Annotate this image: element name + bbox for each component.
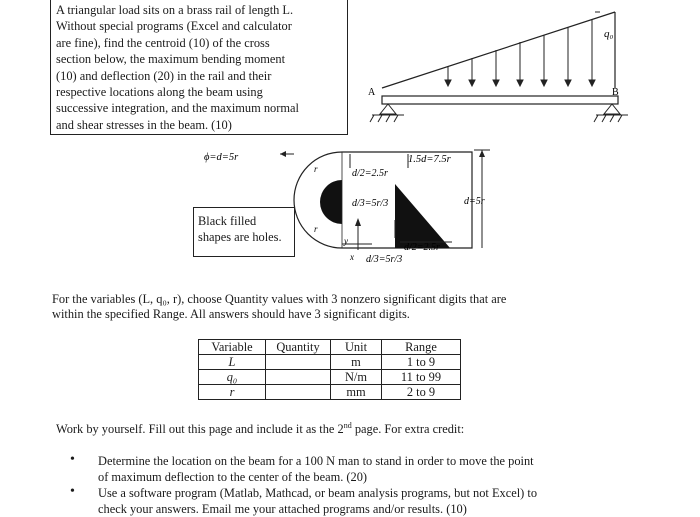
variables-paragraph (52, 292, 612, 322)
table-row (199, 370, 461, 385)
cell-variable: r (199, 385, 266, 400)
bullet-item (98, 485, 598, 517)
work-instructions (56, 421, 464, 437)
problem-line: (10) and deflection (20) in the rail and their (56, 68, 272, 83)
header-unit: Unit (331, 340, 382, 355)
header-quantity: Quantity (266, 340, 331, 355)
paragraph-line: within the specified Range. All answers should have 3 significant digits. (52, 307, 410, 321)
bullet-line: of maximum deflection to the center of the beam. (20) (98, 470, 368, 484)
problem-line: respective locations along the beam using (56, 85, 263, 100)
d-arrow-head (479, 150, 485, 157)
d2-top-label: d/2=2.5r (352, 168, 388, 179)
header-range: Range (382, 340, 461, 355)
support-b-label: B (612, 87, 619, 98)
cell-quantity[interactable] (266, 385, 331, 400)
cell-unit: mm (331, 385, 382, 400)
bullet-item (98, 453, 598, 485)
bullet-icon: • (70, 452, 75, 467)
work-text: Work by yourself. Fill out this page and include it as the 2 (56, 422, 344, 437)
r-label-bottom: r (314, 224, 318, 234)
support-a-hatch (370, 115, 398, 122)
table-row (199, 385, 461, 400)
top-right-dim-label: 1.5d=7.5r (408, 154, 451, 165)
beam-rail (382, 96, 618, 104)
support-b-pin (604, 104, 620, 114)
d3-bottom-label: d/3=5r/3 (366, 254, 403, 265)
holes-note-box (193, 207, 295, 257)
d2-bottom-label: d/2=2.5r (404, 242, 440, 253)
y-axis-arrow (355, 218, 361, 226)
bullet-line: Use a software program (Matlab, Mathcad, or beam analysis programs, but not Excel) to (98, 486, 538, 500)
table-row (199, 355, 461, 370)
problem-line: A triangular load sits on a brass rail of length L. (56, 3, 294, 17)
support-b-hatch (594, 115, 622, 122)
phi-arrow-head (280, 151, 286, 157)
cell-range: 2 to 9 (382, 385, 461, 400)
table-header-row (199, 340, 461, 355)
d-right-label: d=5r (464, 196, 485, 207)
cell-range: 11 to 99 (382, 370, 461, 385)
variables-table (198, 339, 461, 400)
x-axis-label: x (350, 252, 354, 262)
work-sup: nd (343, 421, 352, 430)
cell-variable: L (199, 355, 266, 370)
load-arrows (445, 19, 595, 86)
header-variable: Variable (199, 340, 266, 355)
holes-note-line: Black filled (198, 214, 257, 228)
cell-unit: N/m (331, 370, 382, 385)
problem-statement (56, 2, 346, 133)
cell-quantity[interactable] (266, 370, 331, 385)
bullet-icon: • (70, 484, 75, 499)
bullet-line: Determine the location on the beam for a 100 N man to stand in order to move the point (98, 454, 534, 468)
bullet-line: check your answers. Email me your attached programs and/or results. (10) (98, 502, 467, 516)
problem-line: Without special programs (Excel and calculator (56, 19, 292, 34)
load-label: q₀ (604, 28, 614, 40)
triangle-hole (395, 184, 450, 248)
cell-range: 1 to 9 (382, 355, 461, 370)
problem-line: successive integration, and the maximum normal (56, 101, 299, 116)
problem-line: section below, the maximum bending moment (56, 52, 286, 67)
cell-quantity[interactable] (266, 355, 331, 370)
support-a-pin (380, 104, 396, 114)
problem-line: and shear stresses in the beam. (10) (56, 117, 232, 132)
phi-label: ϕ=d=5r (204, 152, 239, 163)
problem-line: are fine), find the centroid (10) of the cross (56, 35, 270, 50)
r-label-top: r (314, 164, 318, 174)
semicircle-hole (320, 180, 342, 224)
d3-mid-label: d/3=5r/3 (352, 198, 389, 209)
support-a-label: A (368, 87, 376, 98)
paragraph-line: For the variables (L, q₀, r), choose Quantity values with 3 nonzero significant digits that are (52, 292, 507, 306)
cell-variable: q₀ (199, 370, 266, 385)
work-text-after: page. For extra credit: (351, 422, 465, 437)
y-axis-label: y (344, 236, 348, 246)
cell-unit: m (331, 355, 382, 370)
load-slope-line (382, 12, 615, 88)
beam-diagram (360, 0, 640, 140)
holes-note-line: shapes are holes. (198, 230, 282, 244)
